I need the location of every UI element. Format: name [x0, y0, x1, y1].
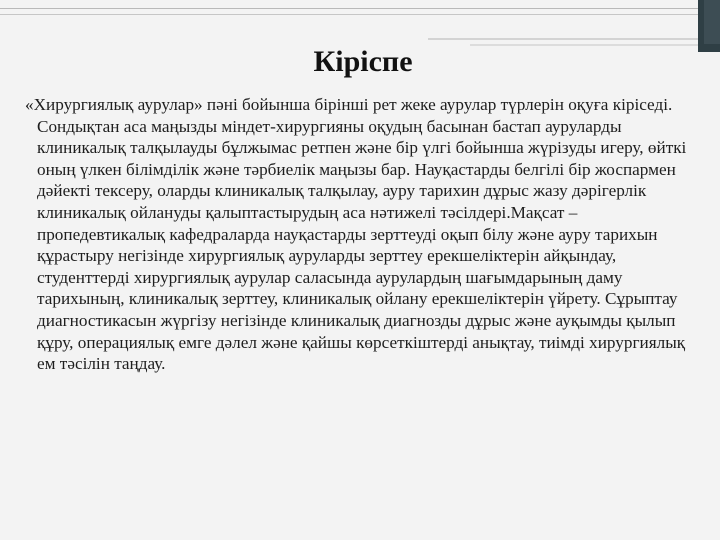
slide-body	[25, 94, 689, 375]
slide-title-text: Кіріспе	[313, 45, 413, 78]
header-rule-second	[0, 14, 704, 15]
corner-accent-strip	[704, 0, 720, 44]
title-rule-upper	[428, 38, 698, 40]
slide-title	[0, 42, 720, 82]
body-paragraph: «Хирургиялық аурулар» пәні бойынша бірінші рет жеке аурулар түрлерін оқуға кіріседі. Сондықтан аса маңызды міндет-хирургияны оқудың басынан бастап ауруларды клиникалық талқылауды бұлжымас ретпен және бір үлгі бойынша жүрізуды игеру, өйткі оның үлкен білімділік және тәрбиелік маңызы бар. Науқастарды белгілі бір жоспармен дәйекті тексеру, оларды клиникалық талқылау, ауру тарихин дұрыс жазу дәрігерлік клиникалық ойлануды қалыптастырудың аса нәтижелі тәсілдері.Мақсат – пропедевтикалық кафедраларда науқастарды зерттеуді оқып білу және ауру тарихын құрастыру негізінде хирургиялық ауруларды зерттеу ерекшеліктерін айқындау, студенттерді хирургиялық аурулар саласында аурулардың шағымдарының даму тарихының, клиникалық зерттеу, клиникалық ойлану ерекшеліктерін үйрету. Сұрыптау диагностикасын жүргізу негізінде клиникалық диагнозды дұрыс және ауқымды қылып құру, операциялық емге дәлел және қайшы көрсеткіштерді анықтау, тиімді хирургиялық ем тәсілін таңдау.	[25, 95, 687, 374]
header-rule-top	[0, 8, 700, 9]
